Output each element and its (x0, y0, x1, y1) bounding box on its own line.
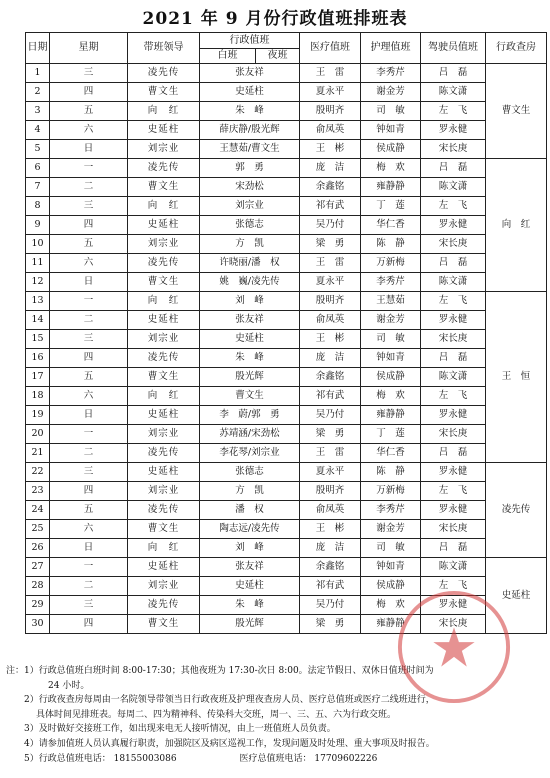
header-day-shift: 白班 (200, 49, 256, 64)
admin-duty-cell: 张友祥 (200, 311, 300, 330)
driver-duty-cell: 罗永健 (421, 311, 486, 330)
medical-duty-cell: 祁有武 (300, 197, 361, 216)
date-cell: 27 (26, 558, 50, 577)
nursing-duty-cell: 梅 欢 (361, 387, 421, 406)
medical-duty-cell: 王 彬 (300, 140, 361, 159)
weekday-cell: 四 (50, 482, 128, 501)
admin-duty-cell: 王慧茹/曹文生 (200, 140, 300, 159)
nursing-duty-cell: 司 敏 (361, 330, 421, 349)
page-title: 2021 年 9 月份行政值班排班表 (142, 9, 408, 29)
admin-duty-cell: 朱 峰 (200, 349, 300, 368)
weekday-cell: 四 (50, 615, 128, 634)
nursing-duty-cell: 华仁香 (361, 444, 421, 463)
leader-cell: 刘宗业 (128, 482, 200, 501)
admin-duty-cell: 李花琴/刘宗业 (200, 444, 300, 463)
weekday-cell: 三 (50, 64, 128, 83)
table-row (26, 482, 547, 501)
nursing-duty-cell: 谢金芳 (361, 83, 421, 102)
driver-duty-cell: 左 飞 (421, 102, 486, 121)
note-5-label: 5）行政总值班电话： (24, 753, 111, 764)
medical-duty-cell: 俞凤英 (300, 121, 361, 140)
date-cell: 5 (26, 140, 50, 159)
table-row (26, 444, 547, 463)
leader-cell: 凌先传 (128, 349, 200, 368)
medical-duty-cell: 吴乃付 (300, 216, 361, 235)
admin-duty-cell: 史延柱 (200, 83, 300, 102)
header-night-shift: 夜班 (256, 49, 300, 64)
table-row (26, 387, 547, 406)
admin-duty-cell: 史延柱 (200, 577, 300, 596)
admin-duty-cell: 张德志 (200, 216, 300, 235)
leader-cell: 刘宗业 (128, 577, 200, 596)
weekday-cell: 一 (50, 292, 128, 311)
medical-duty-cell: 夏永平 (300, 463, 361, 482)
nursing-duty-cell: 钟如青 (361, 558, 421, 577)
leader-cell: 刘宗业 (128, 235, 200, 254)
date-cell: 15 (26, 330, 50, 349)
medical-duty-label: 医疗总值班电话： (239, 753, 312, 764)
driver-duty-cell: 陈文潇 (421, 273, 486, 292)
weekday-cell: 六 (50, 387, 128, 406)
table-row (26, 330, 547, 349)
leader-cell: 凌先传 (128, 596, 200, 615)
header-driver: 驾驶员值班 (421, 33, 486, 64)
admin-duty-cell: 殷光辉 (200, 615, 300, 634)
leader-cell: 史延柱 (128, 216, 200, 235)
medical-duty-cell: 吴乃付 (300, 406, 361, 425)
nursing-duty-cell: 万新梅 (361, 482, 421, 501)
admin-duty-cell: 张德志 (200, 463, 300, 482)
medical-duty-cell: 梁 勇 (300, 425, 361, 444)
date-cell: 8 (26, 197, 50, 216)
medical-duty-cell: 余鑫铭 (300, 368, 361, 387)
admin-duty-cell: 方 凯 (200, 235, 300, 254)
medical-duty-cell: 王 雷 (300, 64, 361, 83)
nursing-duty-cell: 侯成静 (361, 577, 421, 596)
nursing-duty-cell: 侯成静 (361, 140, 421, 159)
weekday-cell: 三 (50, 197, 128, 216)
weekday-cell: 二 (50, 178, 128, 197)
inspection-cell: 曹文生 (486, 64, 547, 159)
nursing-duty-cell: 陈 静 (361, 235, 421, 254)
table-row (26, 64, 547, 83)
nursing-duty-cell: 司 敏 (361, 102, 421, 121)
date-cell: 4 (26, 121, 50, 140)
nursing-duty-cell: 丁 莲 (361, 197, 421, 216)
note-2-cont: 具体时间见排班表。每周二、四为精神科、传染科大交班，周一、三、五、六为行政交班。 (36, 709, 397, 720)
table-row (26, 254, 547, 273)
medical-duty-cell: 余鑫铭 (300, 558, 361, 577)
driver-duty-cell: 左 飞 (421, 577, 486, 596)
medical-duty-cell: 庞 洁 (300, 349, 361, 368)
driver-duty-cell: 罗永健 (421, 216, 486, 235)
driver-duty-cell: 左 飞 (421, 387, 486, 406)
medical-duty-cell: 祁有武 (300, 387, 361, 406)
date-cell: 9 (26, 216, 50, 235)
nursing-duty-cell: 雍静静 (361, 406, 421, 425)
date-cell: 17 (26, 368, 50, 387)
admin-duty-cell: 曹文生 (200, 387, 300, 406)
note-2: 2）行政夜查房每周由一名院领导带领当日行政夜班及护理夜查房人员、医疗总值班或医疗二线班进行， (24, 695, 435, 706)
driver-duty-cell: 罗永健 (421, 121, 486, 140)
nursing-duty-cell: 李秀芹 (361, 64, 421, 83)
date-cell: 11 (26, 254, 50, 273)
driver-duty-cell: 宋长庚 (421, 235, 486, 254)
driver-duty-cell: 吕 磊 (421, 349, 486, 368)
table-row (26, 406, 547, 425)
nursing-duty-cell: 梅 欢 (361, 159, 421, 178)
driver-duty-cell: 吕 磊 (421, 159, 486, 178)
medical-duty-cell: 夏永平 (300, 273, 361, 292)
leader-cell: 曹文生 (128, 83, 200, 102)
medical-duty-cell: 余鑫铭 (300, 178, 361, 197)
weekday-cell: 日 (50, 539, 128, 558)
nursing-duty-cell: 侯成静 (361, 368, 421, 387)
medical-duty-cell: 王 雷 (300, 444, 361, 463)
admin-duty-cell: 张友祥 (200, 64, 300, 83)
medical-duty-cell: 俞凤英 (300, 501, 361, 520)
date-cell: 23 (26, 482, 50, 501)
table-row (26, 121, 547, 140)
nursing-duty-cell: 陈 静 (361, 463, 421, 482)
driver-duty-cell: 左 飞 (421, 482, 486, 501)
note-1: 1）行政总值班白班时间 8:00-17:30；其他夜班为 17:30-次日 8:00。法定节假日、双休日值班时间为 (24, 666, 434, 676)
leader-cell: 向 红 (128, 539, 200, 558)
leader-cell: 凌先传 (128, 254, 200, 273)
leader-cell: 凌先传 (128, 64, 200, 83)
medical-duty-cell: 祁有武 (300, 577, 361, 596)
medical-duty-cell: 殷明齐 (300, 102, 361, 121)
driver-duty-cell: 罗永健 (421, 406, 486, 425)
nursing-duty-cell: 雍静静 (361, 178, 421, 197)
admin-duty-cell: 朱 峰 (200, 596, 300, 615)
driver-duty-cell: 宋长庚 (421, 330, 486, 349)
weekday-cell: 二 (50, 577, 128, 596)
inspection-cell: 史延柱 (486, 558, 547, 634)
date-cell: 24 (26, 501, 50, 520)
leader-cell: 史延柱 (128, 558, 200, 577)
table-row (26, 235, 547, 254)
date-cell: 12 (26, 273, 50, 292)
hospital-seal-icon (395, 588, 513, 706)
nursing-duty-cell: 华仁香 (361, 216, 421, 235)
medical-duty-cell: 王 雷 (300, 254, 361, 273)
admin-duty-cell: 薛庆静/殷光辉 (200, 121, 300, 140)
leader-cell: 凌先传 (128, 501, 200, 520)
inspection-cell: 凌先传 (486, 463, 547, 558)
medical-duty-cell: 王 彬 (300, 330, 361, 349)
leader-cell: 向 红 (128, 102, 200, 121)
leader-cell: 曹文生 (128, 520, 200, 539)
date-cell: 6 (26, 159, 50, 178)
driver-duty-cell: 吕 磊 (421, 254, 486, 273)
inspection-cell: 王 恒 (486, 292, 547, 463)
weekday-cell: 四 (50, 349, 128, 368)
medical-duty-cell: 吴乃付 (300, 596, 361, 615)
driver-duty-cell: 罗永健 (421, 501, 486, 520)
admin-duty-cell: 史延柱 (200, 330, 300, 349)
date-cell: 21 (26, 444, 50, 463)
weekday-cell: 一 (50, 425, 128, 444)
weekday-cell: 二 (50, 444, 128, 463)
table-row (26, 539, 547, 558)
medical-duty-cell: 庞 洁 (300, 159, 361, 178)
note-4: 4）请参加值班人员认真履行职责，加强院区及病区巡视工作，发现问题及时处理、重大事项及时报告。 (24, 738, 435, 749)
admin-duty-cell: 郭 勇 (200, 159, 300, 178)
header-medical: 医疗值班 (300, 33, 361, 64)
nursing-duty-cell: 谢金芳 (361, 311, 421, 330)
weekday-cell: 六 (50, 254, 128, 273)
nursing-duty-cell: 梅 欢 (361, 596, 421, 615)
driver-duty-cell: 罗永健 (421, 596, 486, 615)
duty-roster-table (25, 32, 547, 634)
inspection-cell: 向 红 (486, 159, 547, 292)
weekday-cell: 一 (50, 558, 128, 577)
table-row (26, 368, 547, 387)
weekday-cell: 六 (50, 121, 128, 140)
table-row (26, 216, 547, 235)
medical-duty-cell: 梁 勇 (300, 235, 361, 254)
weekday-cell: 五 (50, 235, 128, 254)
medical-duty-cell: 殷明齐 (300, 292, 361, 311)
leader-cell: 凌先传 (128, 444, 200, 463)
driver-duty-cell: 左 飞 (421, 292, 486, 311)
admin-duty-cell: 刘宗业 (200, 197, 300, 216)
table-row (26, 178, 547, 197)
admin-duty-cell: 姚 巍/凌先传 (200, 273, 300, 292)
leader-cell: 史延柱 (128, 121, 200, 140)
date-cell: 18 (26, 387, 50, 406)
weekday-cell: 二 (50, 311, 128, 330)
nursing-duty-cell: 王慧茹 (361, 292, 421, 311)
nursing-duty-cell: 万新梅 (361, 254, 421, 273)
leader-cell: 向 红 (128, 197, 200, 216)
driver-duty-cell: 宋长庚 (421, 425, 486, 444)
weekday-cell: 三 (50, 596, 128, 615)
date-cell: 26 (26, 539, 50, 558)
weekday-cell: 日 (50, 273, 128, 292)
header-weekday: 星期 (50, 33, 128, 64)
table-row (26, 102, 547, 121)
medical-duty-cell: 俞凤英 (300, 311, 361, 330)
admin-duty-cell: 刘 峰 (200, 539, 300, 558)
leader-cell: 曹文生 (128, 178, 200, 197)
weekday-cell: 三 (50, 463, 128, 482)
nursing-duty-cell: 钟如青 (361, 349, 421, 368)
table-row (26, 159, 547, 178)
nursing-duty-cell: 司 敏 (361, 539, 421, 558)
table-row (26, 558, 547, 577)
table-row (26, 273, 547, 292)
admin-duty-cell: 陶志远/凌先传 (200, 520, 300, 539)
weekday-cell: 五 (50, 368, 128, 387)
table-row (26, 349, 547, 368)
date-cell: 3 (26, 102, 50, 121)
date-cell: 7 (26, 178, 50, 197)
date-cell: 19 (26, 406, 50, 425)
date-cell: 30 (26, 615, 50, 634)
nursing-duty-cell: 谢金芳 (361, 520, 421, 539)
leader-cell: 曹文生 (128, 615, 200, 634)
admin-duty-cell: 张友祥 (200, 558, 300, 577)
notes-label: 注： (6, 666, 25, 676)
admin-duty-cell: 许晓丽/潘 权 (200, 254, 300, 273)
driver-duty-cell: 宋长庚 (421, 140, 486, 159)
date-cell: 13 (26, 292, 50, 311)
medical-duty-cell: 王 彬 (300, 520, 361, 539)
leader-cell: 曹文生 (128, 368, 200, 387)
weekday-cell: 日 (50, 140, 128, 159)
table-row (26, 311, 547, 330)
table-row (26, 140, 547, 159)
leader-cell: 刘宗业 (128, 140, 200, 159)
weekday-cell: 一 (50, 159, 128, 178)
date-cell: 14 (26, 311, 50, 330)
header-nursing: 护理值班 (361, 33, 421, 64)
header-admin-duty: 行政值班 (200, 33, 300, 49)
note-1-cont: 24 小时。 (48, 680, 90, 691)
date-cell: 2 (26, 83, 50, 102)
driver-duty-cell: 陈文潇 (421, 368, 486, 387)
admin-duty-cell: 刘 峰 (200, 292, 300, 311)
driver-duty-cell: 吕 磊 (421, 539, 486, 558)
driver-duty-cell: 吕 磊 (421, 64, 486, 83)
date-cell: 20 (26, 425, 50, 444)
table-row (26, 292, 547, 311)
note-3: 3）及时做好交接班工作，如出现来电无人接听情况，由上一班值班人员负责。 (24, 724, 336, 735)
date-cell: 1 (26, 64, 50, 83)
weekday-cell: 四 (50, 83, 128, 102)
leader-cell: 史延柱 (128, 463, 200, 482)
driver-duty-cell: 宋长庚 (421, 615, 486, 634)
table-row (26, 501, 547, 520)
driver-duty-cell: 陈文潇 (421, 558, 486, 577)
leader-cell: 史延柱 (128, 311, 200, 330)
admin-duty-phone: 18155003086 (113, 753, 177, 764)
table-row (26, 83, 547, 102)
weekday-cell: 五 (50, 102, 128, 121)
medical-duty-phone: 17709602226 (314, 753, 378, 764)
table-row (26, 197, 547, 216)
driver-duty-cell: 左 飞 (421, 197, 486, 216)
admin-duty-cell: 李 蔚/郭 勇 (200, 406, 300, 425)
date-cell: 25 (26, 520, 50, 539)
nursing-duty-cell: 李秀芹 (361, 501, 421, 520)
leader-cell: 向 红 (128, 387, 200, 406)
date-cell: 28 (26, 577, 50, 596)
weekday-cell: 日 (50, 406, 128, 425)
leader-cell: 刘宗业 (128, 425, 200, 444)
admin-duty-cell: 潘 权 (200, 501, 300, 520)
nursing-duty-cell: 雍静静 (361, 615, 421, 634)
table-row (26, 425, 547, 444)
admin-duty-cell: 方 凯 (200, 482, 300, 501)
header-inspection: 行政查房 (486, 33, 547, 64)
date-cell: 29 (26, 596, 50, 615)
date-cell: 22 (26, 463, 50, 482)
leader-cell: 向 红 (128, 292, 200, 311)
driver-duty-cell: 吕 磊 (421, 444, 486, 463)
table-row (26, 463, 547, 482)
leader-cell: 刘宗业 (128, 330, 200, 349)
header-date: 日期 (26, 33, 50, 64)
driver-duty-cell: 陈文潇 (421, 178, 486, 197)
weekday-cell: 六 (50, 520, 128, 539)
leader-cell: 凌先传 (128, 159, 200, 178)
weekday-cell: 四 (50, 216, 128, 235)
leader-cell: 曹文生 (128, 273, 200, 292)
admin-duty-cell: 宋劲松 (200, 178, 300, 197)
admin-duty-cell: 殷光辉 (200, 368, 300, 387)
weekday-cell: 三 (50, 330, 128, 349)
driver-duty-cell: 陈文潇 (421, 83, 486, 102)
nursing-duty-cell: 李秀芹 (361, 273, 421, 292)
admin-duty-cell: 苏靖涵/宋劲松 (200, 425, 300, 444)
medical-duty-cell: 夏永平 (300, 83, 361, 102)
date-cell: 16 (26, 349, 50, 368)
header-leader: 带班领导 (128, 33, 200, 64)
driver-duty-cell: 宋长庚 (421, 520, 486, 539)
date-cell: 10 (26, 235, 50, 254)
nursing-duty-cell: 丁 莲 (361, 425, 421, 444)
admin-duty-cell: 朱 峰 (200, 102, 300, 121)
medical-duty-cell: 殷明齐 (300, 482, 361, 501)
medical-duty-cell: 梁 勇 (300, 615, 361, 634)
leader-cell: 史延柱 (128, 406, 200, 425)
table-row (26, 520, 547, 539)
weekday-cell: 五 (50, 501, 128, 520)
nursing-duty-cell: 钟如青 (361, 121, 421, 140)
medical-duty-cell: 庞 洁 (300, 539, 361, 558)
driver-duty-cell: 罗永健 (421, 463, 486, 482)
roster-body (26, 64, 547, 634)
